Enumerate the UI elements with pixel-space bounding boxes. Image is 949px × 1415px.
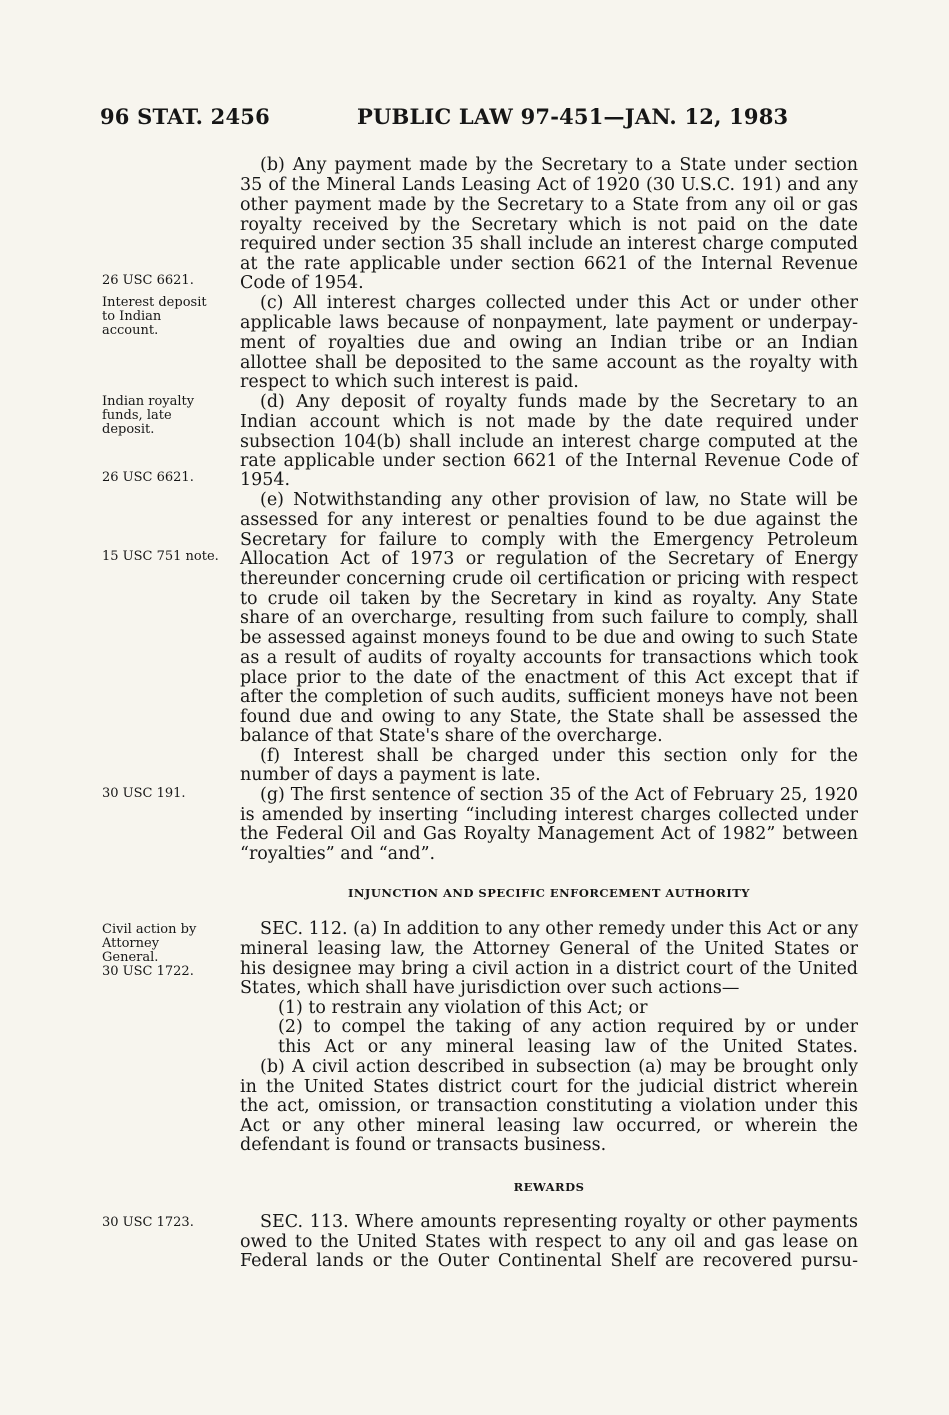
text-line: subsection 104(b) shall include an interest charge computed at the: [240, 432, 858, 452]
text-line: (2) to compel the taking of any action required by or under: [278, 1017, 858, 1037]
margin-note-topic: deposit.: [102, 422, 155, 437]
text-line: SEC. 112. (a) In addition to any other remedy under this Act or any: [260, 919, 859, 939]
text-line: Code of 1954.: [240, 273, 364, 293]
text-line: Indian account which is not made by the date required under: [240, 412, 858, 432]
margin-note-citation: 30 USC 191.: [102, 786, 186, 801]
margin-note-topic: General.: [102, 950, 159, 965]
text-line: allottee shall be deposited to the same account as the royalty with: [240, 353, 858, 373]
text-line: required under section 35 shall include an interest charge computed: [240, 234, 858, 254]
text-line: in the United States district court for the judicial district wherein: [240, 1077, 858, 1097]
text-line: place prior to the date of the enactment of this Act except that if: [240, 668, 858, 688]
margin-note-citation: 30 USC 1722.: [102, 964, 194, 979]
text-line: this Act or any mineral leasing law of the United States.: [278, 1037, 858, 1057]
text-line: owed to the United States with respect to any oil and gas lease on: [240, 1232, 858, 1252]
margin-note-topic: Civil action by: [102, 922, 197, 937]
text-line: (b) Any payment made by the Secretary to a State under section: [260, 155, 858, 175]
text-line: rate applicable under section 6621 of the Internal Revenue Code of: [240, 451, 858, 471]
text-line: ment of royalties due and owing an Indian tribe or an Indian: [240, 333, 858, 353]
text-line: to crude oil taken by the Secretary in kind as royalty. Any State: [240, 589, 858, 609]
text-line: the act, omission, or transaction constituting a violation under this: [240, 1096, 858, 1116]
text-line: States, which shall have jurisdiction over such actions—: [240, 978, 740, 998]
text-line: share of an overcharge, resulting from such failure to comply, shall: [240, 608, 858, 628]
text-line: number of days a payment is late.: [240, 765, 541, 785]
margin-note-topic: account.: [102, 323, 159, 338]
margin-note-topic: Interest deposit: [102, 295, 207, 310]
margin-note-citation: 26 USC 6621.: [102, 273, 194, 288]
text-line: Secretary for failure to comply with the Emergency Petroleum: [240, 530, 858, 550]
text-line: (1) to restrain any violation of this Act; or: [278, 998, 648, 1018]
text-line: (g) The first sentence of section 35 of the Act of February 25, 1920: [260, 785, 858, 805]
text-line: assessed for any interest or penalties found to be due against the: [240, 510, 858, 530]
text-line: balance of that State's share of the overcharge.: [240, 726, 663, 746]
text-line: is amended by inserting “including interest charges collected under: [240, 805, 858, 825]
text-line: Federal lands or the Outer Continental Shelf are recovered pursu-: [240, 1251, 858, 1271]
margin-note-citation: 15 USC 751 note.: [102, 549, 219, 564]
text-line: 1954.: [240, 470, 291, 490]
text-line: found due and owing to any State, the State shall be assessed the: [240, 707, 858, 727]
text-line: Allocation Act of 1973 or regulation of the Secretary of Energy: [240, 549, 858, 569]
page-reference: 96 STAT. 2456: [100, 104, 270, 129]
text-line: (d) Any deposit of royalty funds made by the Secretary to an: [260, 392, 858, 412]
text-line: as a result of audits of royalty accounts for transactions which took: [240, 648, 858, 668]
text-line: (f) Interest shall be charged under this section only for the: [260, 746, 858, 766]
text-line: Act or any other mineral leasing law occurred, or wherein the: [240, 1116, 858, 1136]
text-line: the Federal Oil and Gas Royalty Management Act of 1982” between: [240, 824, 858, 844]
text-line: SEC. 113. Where amounts representing royalty or other payments: [260, 1212, 858, 1232]
text-line: royalty received by the Secretary which is not paid on the date: [240, 215, 858, 235]
text-line: his designee may bring a civil action in a district court of the United: [240, 959, 858, 979]
text-line: at the rate applicable under section 6621 of the Internal Revenue: [240, 254, 858, 274]
text-line: other payment made by the Secretary to a State from any oil or gas: [240, 195, 858, 215]
text-line: mineral leasing law, the Attorney General of the United States or: [240, 939, 858, 959]
text-line: respect to which such interest is paid.: [240, 372, 579, 392]
margin-note-topic: funds, late: [102, 408, 172, 423]
text-line: defendant is found or transacts business.: [240, 1135, 607, 1155]
text-line: (c) All interest charges collected under this Act or under other: [260, 293, 858, 313]
margin-note-topic: Attorney: [102, 936, 160, 951]
text-line: thereunder concerning crude oil certification or pricing with respect: [240, 569, 858, 589]
text-line: be assessed against moneys found to be due and owing to such State: [240, 628, 858, 648]
text-line: “royalties” and “and”.: [240, 844, 436, 864]
text-line: after the completion of such audits, sufficient moneys have not been: [240, 687, 858, 707]
margin-note-citation: 26 USC 6621.: [102, 470, 194, 485]
section-heading: INJUNCTION AND SPECIFIC ENFORCEMENT AUTHORITY: [348, 886, 750, 900]
margin-note-topic: Indian royalty: [102, 394, 195, 409]
text-line: 35 of the Mineral Lands Leasing Act of 1920 (30 U.S.C. 191) and any: [240, 175, 858, 195]
text-line: (e) Notwithstanding any other provision of law, no State will be: [260, 490, 858, 510]
text-line: applicable laws because of nonpayment, late payment or underpay-: [240, 313, 858, 333]
margin-note-topic: to Indian: [102, 309, 162, 324]
margin-note-citation: 30 USC 1723.: [102, 1215, 194, 1230]
running-head: PUBLIC LAW 97-451—JAN. 12, 1983: [357, 104, 789, 129]
text-line: (b) A civil action described in subsection (a) may be brought only: [260, 1057, 858, 1077]
section-heading: REWARDS: [513, 1180, 585, 1194]
